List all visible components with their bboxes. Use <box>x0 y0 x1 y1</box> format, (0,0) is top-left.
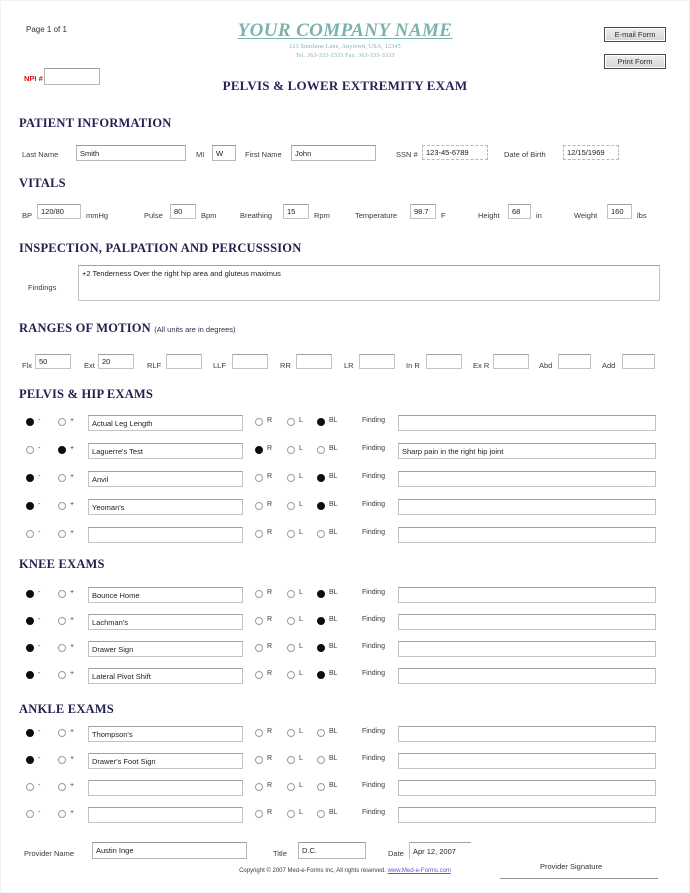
exam-bilateral-radio[interactable] <box>317 644 325 652</box>
rom-rr-label: RR <box>280 361 291 370</box>
exam-right-label: R <box>267 728 273 735</box>
exam-left-radio[interactable] <box>287 671 295 679</box>
exam-finding-label: Finding <box>362 670 385 677</box>
exam-finding-input[interactable] <box>398 587 656 603</box>
date-of-birth-label: Date of Birth <box>504 150 546 159</box>
exam-row <box>0 610 690 634</box>
exam-left-label: L <box>299 728 303 735</box>
npi-label: NPI # <box>24 74 43 83</box>
exam-right-label: R <box>267 445 273 452</box>
exam-right-radio[interactable] <box>255 756 263 764</box>
exam-bilateral-radio[interactable] <box>317 783 325 791</box>
weight-unit: lbs <box>637 211 647 220</box>
exam-negative-radio[interactable] <box>26 671 34 679</box>
exam-finding-label: Finding <box>362 782 385 789</box>
exam-negative-label: - <box>38 417 41 424</box>
middle-initial-input[interactable]: W <box>212 145 236 161</box>
exam-positive-radio[interactable] <box>58 474 66 482</box>
exam-left-label: L <box>299 445 303 452</box>
exam-bilateral-label: BL <box>329 670 338 677</box>
exam-right-radio[interactable] <box>255 418 263 426</box>
rom-lr-label: LR <box>344 361 354 370</box>
exam-finding-label: Finding <box>362 755 385 762</box>
exam-positive-radio[interactable] <box>58 729 66 737</box>
exam-left-radio[interactable] <box>287 474 295 482</box>
exam-bilateral-radio[interactable] <box>317 474 325 482</box>
exam-row <box>0 583 690 607</box>
exam-positive-label: + <box>70 782 75 789</box>
rom-add-input[interactable] <box>622 354 655 369</box>
ssn-label: SSN # <box>396 150 418 159</box>
exam-negative-label: - <box>38 445 41 452</box>
exam-bilateral-radio[interactable] <box>317 810 325 818</box>
exam-bilateral-radio[interactable] <box>317 446 325 454</box>
breathing-input[interactable]: 15 <box>283 204 309 219</box>
exam-bilateral-radio[interactable] <box>317 671 325 679</box>
exam-finding-label: Finding <box>362 501 385 508</box>
exam-finding-input[interactable] <box>398 668 656 684</box>
exam-negative-radio[interactable] <box>26 590 34 598</box>
title-label: Title <box>273 849 287 858</box>
exam-bilateral-label: BL <box>329 473 338 480</box>
exam-bilateral-label: BL <box>329 809 338 816</box>
exam-right-label: R <box>267 616 273 623</box>
pulse-label: Pulse <box>144 211 163 220</box>
exam-positive-radio[interactable] <box>58 783 66 791</box>
exam-finding-input[interactable] <box>398 499 656 515</box>
exam-right-radio[interactable] <box>255 502 263 510</box>
bp-unit: mmHg <box>86 211 109 220</box>
exam-left-label: L <box>299 755 303 762</box>
exam-left-label: L <box>299 417 303 424</box>
exam-bilateral-radio[interactable] <box>317 502 325 510</box>
findings-textarea[interactable]: +2 Tenderness Over the right hip area and gluteus maximus <box>78 265 660 301</box>
exam-negative-label: - <box>38 529 41 536</box>
exam-right-radio[interactable] <box>255 810 263 818</box>
exam-negative-radio[interactable] <box>26 446 34 454</box>
exam-finding-input[interactable] <box>398 807 656 823</box>
exam-positive-label: + <box>70 809 75 816</box>
exam-right-radio[interactable] <box>255 671 263 679</box>
exam-positive-label: + <box>70 589 75 596</box>
exam-name-input[interactable]: Lachman's <box>88 614 243 630</box>
exam-row <box>0 411 690 435</box>
exam-bilateral-label: BL <box>329 728 338 735</box>
exam-right-label: R <box>267 473 273 480</box>
exam-positive-radio[interactable] <box>58 590 66 598</box>
height-unit: in <box>536 211 542 220</box>
copyright-link[interactable]: www.Med-e-Forms.com <box>387 868 451 874</box>
exam-positive-label: + <box>70 501 75 508</box>
exam-name-input[interactable] <box>88 527 243 543</box>
exam-left-radio[interactable] <box>287 502 295 510</box>
date-of-birth-input[interactable]: 12/15/1969 <box>563 145 619 160</box>
date-label: Date <box>388 849 404 858</box>
rom-lr-input[interactable] <box>359 354 395 369</box>
exam-negative-radio[interactable] <box>26 502 34 510</box>
exam-negative-radio[interactable] <box>26 418 34 426</box>
exam-negative-label: - <box>38 501 41 508</box>
ankle-exams-heading: ANKLE EXAMS <box>19 702 114 716</box>
height-input[interactable]: 68 <box>508 204 531 219</box>
exam-finding-label: Finding <box>362 589 385 596</box>
exam-right-label: R <box>267 417 273 424</box>
exam-positive-radio[interactable] <box>58 810 66 818</box>
exam-name-input[interactable]: Drawer Sign <box>88 641 243 657</box>
last-name-label: Last Name <box>22 150 59 159</box>
exam-negative-label: - <box>38 643 41 650</box>
exam-finding-input[interactable] <box>398 614 656 630</box>
rom-abd-input[interactable] <box>558 354 591 369</box>
rom-rlf-label: RLF <box>147 361 162 370</box>
page-indicator: Page 1 of 1 <box>26 25 67 34</box>
exam-row <box>0 722 690 746</box>
temperature-input[interactable]: 98.7 <box>410 204 436 219</box>
exam-left-radio[interactable] <box>287 530 295 538</box>
exam-positive-label: + <box>70 755 75 762</box>
rom-add-label: Add <box>602 361 616 370</box>
exam-left-radio[interactable] <box>287 729 295 737</box>
exam-bilateral-label: BL <box>329 589 338 596</box>
exam-name-input[interactable]: Lateral Pivot Shift <box>88 668 243 684</box>
exam-row <box>0 803 690 827</box>
exam-left-label: L <box>299 616 303 623</box>
exam-bilateral-label: BL <box>329 445 338 452</box>
exam-left-radio[interactable] <box>287 617 295 625</box>
company-address-line1: 123 Sunshine Lane, Anytown, USA, 12345 <box>289 44 401 50</box>
exam-row <box>0 523 690 547</box>
exam-bilateral-radio[interactable] <box>317 530 325 538</box>
exam-bilateral-radio[interactable] <box>317 729 325 737</box>
middle-initial-label: MI <box>196 150 205 159</box>
exam-positive-label: + <box>70 616 75 623</box>
exam-right-radio[interactable] <box>255 644 263 652</box>
exam-negative-label: - <box>38 755 41 762</box>
exam-left-label: L <box>299 589 303 596</box>
exam-positive-radio[interactable] <box>58 644 66 652</box>
exam-left-label: L <box>299 643 303 650</box>
provider-signature-line <box>500 878 658 879</box>
exam-left-radio[interactable] <box>287 756 295 764</box>
exam-right-radio[interactable] <box>255 446 263 454</box>
ssn-input[interactable]: 123-45-6789 <box>422 145 488 160</box>
exam-negative-label: - <box>38 728 41 735</box>
exam-positive-radio[interactable] <box>58 418 66 426</box>
exam-bilateral-label: BL <box>329 643 338 650</box>
first-name-label: First Name <box>245 150 282 159</box>
exam-finding-input[interactable]: Sharp pain in the right hip joint <box>398 443 656 459</box>
exam-bilateral-label: BL <box>329 755 338 762</box>
rom-llf-input[interactable] <box>232 354 268 369</box>
exam-positive-radio[interactable] <box>58 671 66 679</box>
exam-finding-label: Finding <box>362 728 385 735</box>
exam-positive-radio[interactable] <box>58 617 66 625</box>
email-form-button[interactable]: E-mail Form <box>604 27 666 42</box>
company-name-text: YOUR COMPANY NAME <box>237 20 453 41</box>
exam-finding-label: Finding <box>362 473 385 480</box>
title-input[interactable]: D.C. <box>298 842 366 859</box>
exam-bilateral-label: BL <box>329 616 338 623</box>
exam-row <box>0 637 690 661</box>
vitals-heading: VITALS <box>19 176 66 190</box>
exam-name-input[interactable]: Actual Leg Length <box>88 415 243 431</box>
patient-information-heading: PATIENT INFORMATION <box>19 116 172 130</box>
rom-flx-input[interactable]: 50 <box>35 354 71 369</box>
exam-bilateral-radio[interactable] <box>317 418 325 426</box>
rom-rr-input[interactable] <box>296 354 332 369</box>
exam-left-radio[interactable] <box>287 783 295 791</box>
exam-negative-radio[interactable] <box>26 810 34 818</box>
exam-left-label: L <box>299 473 303 480</box>
exam-right-radio[interactable] <box>255 783 263 791</box>
exam-positive-label: + <box>70 529 75 536</box>
exam-right-label: R <box>267 501 273 508</box>
exam-finding-input[interactable] <box>398 753 656 769</box>
exam-finding-input[interactable] <box>398 780 656 796</box>
rom-exr-label: Ex R <box>473 361 490 370</box>
exam-left-radio[interactable] <box>287 446 295 454</box>
exam-bilateral-label: BL <box>329 782 338 789</box>
exam-row <box>0 467 690 491</box>
exam-negative-label: - <box>38 589 41 596</box>
exam-right-label: R <box>267 755 273 762</box>
form-title: PELVIS & LOWER EXTREMITY EXAM <box>222 78 468 93</box>
exam-bilateral-label: BL <box>329 417 338 424</box>
exam-negative-label: - <box>38 782 41 789</box>
provider-name-input[interactable]: Austin Inge <box>92 842 247 859</box>
exam-bilateral-label: BL <box>329 529 338 536</box>
exam-left-label: L <box>299 501 303 508</box>
last-name-input[interactable]: Smith <box>76 145 186 161</box>
exam-left-radio[interactable] <box>287 810 295 818</box>
exam-right-radio[interactable] <box>255 474 263 482</box>
pelvis-hip-exams-heading: PELVIS & HIP EXAMS <box>19 387 154 401</box>
knee-exams-heading: KNEE EXAMS <box>19 557 105 571</box>
exam-finding-input[interactable] <box>398 471 656 487</box>
inspection-heading: INSPECTION, PALPATION AND PERCUSSSION <box>19 241 302 255</box>
bp-label: BP <box>22 211 33 220</box>
exam-left-label: L <box>299 529 303 536</box>
exam-negative-radio[interactable] <box>26 530 34 538</box>
date-input[interactable]: Apr 12, 2007 <box>409 842 471 859</box>
rom-rlf-input[interactable] <box>166 354 202 369</box>
exam-finding-label: Finding <box>362 529 385 536</box>
exam-row <box>0 776 690 800</box>
breathing-unit: Rpm <box>314 211 330 220</box>
rom-ext-input[interactable]: 20 <box>98 354 134 369</box>
exam-right-label: R <box>267 809 273 816</box>
ranges-of-motion-note: (All units are in degrees) <box>154 325 236 334</box>
exam-bilateral-radio[interactable] <box>317 590 325 598</box>
temperature-unit: F <box>441 211 446 220</box>
exam-negative-radio[interactable] <box>26 756 34 764</box>
bp-input[interactable]: 120/80 <box>37 204 81 219</box>
exam-right-radio[interactable] <box>255 530 263 538</box>
exam-negative-radio[interactable] <box>26 644 34 652</box>
exam-left-label: L <box>299 670 303 677</box>
findings-label: Findings <box>28 283 57 292</box>
rom-inr-label: In R <box>406 361 420 370</box>
pulse-input[interactable]: 80 <box>170 204 196 219</box>
exam-finding-input[interactable] <box>398 726 656 742</box>
exam-finding-input[interactable] <box>398 415 656 431</box>
exam-positive-label: + <box>70 445 75 452</box>
exam-positive-radio[interactable] <box>58 756 66 764</box>
exam-name-input[interactable]: Thompson's <box>88 726 243 742</box>
weight-input[interactable]: 160 <box>607 204 632 219</box>
provider-signature-label: Provider Signature <box>540 862 603 871</box>
exam-name-input[interactable]: Yeoman's <box>88 499 243 515</box>
npi-input[interactable] <box>44 68 100 85</box>
exam-finding-label: Finding <box>362 643 385 650</box>
exam-name-input[interactable]: Laguerre's Test <box>88 443 243 459</box>
exam-name-input[interactable]: Anvil <box>88 471 243 487</box>
exam-positive-label: + <box>70 417 75 424</box>
exam-negative-label: - <box>38 473 41 480</box>
pulse-unit: Bpm <box>201 211 217 220</box>
exam-positive-radio[interactable] <box>58 446 66 454</box>
copyright-notice <box>0 868 690 874</box>
exam-positive-label: + <box>70 643 75 650</box>
company-name <box>0 20 690 42</box>
exam-left-radio[interactable] <box>287 418 295 426</box>
exam-right-label: R <box>267 782 273 789</box>
exam-left-radio[interactable] <box>287 644 295 652</box>
rom-llf-label: LLF <box>213 361 226 370</box>
exam-name-input[interactable] <box>88 780 243 796</box>
provider-name-label: Provider Name <box>24 849 75 858</box>
exam-negative-radio[interactable] <box>26 474 34 482</box>
exam-negative-label: - <box>38 809 41 816</box>
rom-inr-input[interactable] <box>426 354 462 369</box>
height-label: Height <box>478 211 500 220</box>
exam-right-radio[interactable] <box>255 729 263 737</box>
exam-left-radio[interactable] <box>287 590 295 598</box>
exam-finding-input[interactable] <box>398 641 656 657</box>
rom-exr-input[interactable] <box>493 354 529 369</box>
exam-finding-label: Finding <box>362 445 385 452</box>
temperature-label: Temperature <box>355 211 398 220</box>
ranges-of-motion-title: RANGES OF MOTION <box>19 321 151 335</box>
exam-positive-radio[interactable] <box>58 530 66 538</box>
exam-right-radio[interactable] <box>255 617 263 625</box>
exam-finding-label: Finding <box>362 809 385 816</box>
exam-row <box>0 439 690 463</box>
exam-right-label: R <box>267 643 273 650</box>
exam-row <box>0 664 690 688</box>
exam-name-input[interactable]: Bounce Home <box>88 587 243 603</box>
exam-bilateral-radio[interactable] <box>317 756 325 764</box>
exam-right-radio[interactable] <box>255 590 263 598</box>
exam-positive-radio[interactable] <box>58 502 66 510</box>
exam-finding-label: Finding <box>362 417 385 424</box>
exam-right-label: R <box>267 670 273 677</box>
exam-left-label: L <box>299 782 303 789</box>
exam-positive-label: + <box>70 670 75 677</box>
exam-negative-label: - <box>38 616 41 623</box>
exam-row <box>0 495 690 519</box>
exam-bilateral-label: BL <box>329 501 338 508</box>
exam-name-input[interactable] <box>88 807 243 823</box>
exam-negative-label: - <box>38 670 41 677</box>
weight-label: Weight <box>574 211 598 220</box>
ranges-of-motion-heading <box>19 321 236 336</box>
exam-finding-label: Finding <box>362 616 385 623</box>
exam-negative-radio[interactable] <box>26 783 34 791</box>
breathing-label: Breathing <box>240 211 273 220</box>
exam-negative-radio[interactable] <box>26 729 34 737</box>
rom-flx-label: Flx <box>22 361 32 370</box>
exam-positive-label: + <box>70 473 75 480</box>
rom-ext-label: Ext <box>84 361 95 370</box>
exam-finding-input[interactable] <box>398 527 656 543</box>
exam-name-input[interactable]: Drawer's Foot Sign <box>88 753 243 769</box>
exam-right-label: R <box>267 589 273 596</box>
exam-bilateral-radio[interactable] <box>317 617 325 625</box>
exam-positive-label: + <box>70 728 75 735</box>
copyright-text: Copyright © 2007 Med-e-Forms Inc, All rights reserved. <box>239 868 386 874</box>
exam-row <box>0 749 690 773</box>
print-form-button[interactable]: Print Form <box>604 54 666 69</box>
rom-abd-label: Abd <box>539 361 553 370</box>
exam-right-label: R <box>267 529 273 536</box>
exam-left-label: L <box>299 809 303 816</box>
company-address-line2: Tel. 363-333-3333 Fax. 363-333-3333 <box>295 53 395 59</box>
first-name-input[interactable]: John <box>291 145 376 161</box>
exam-negative-radio[interactable] <box>26 617 34 625</box>
